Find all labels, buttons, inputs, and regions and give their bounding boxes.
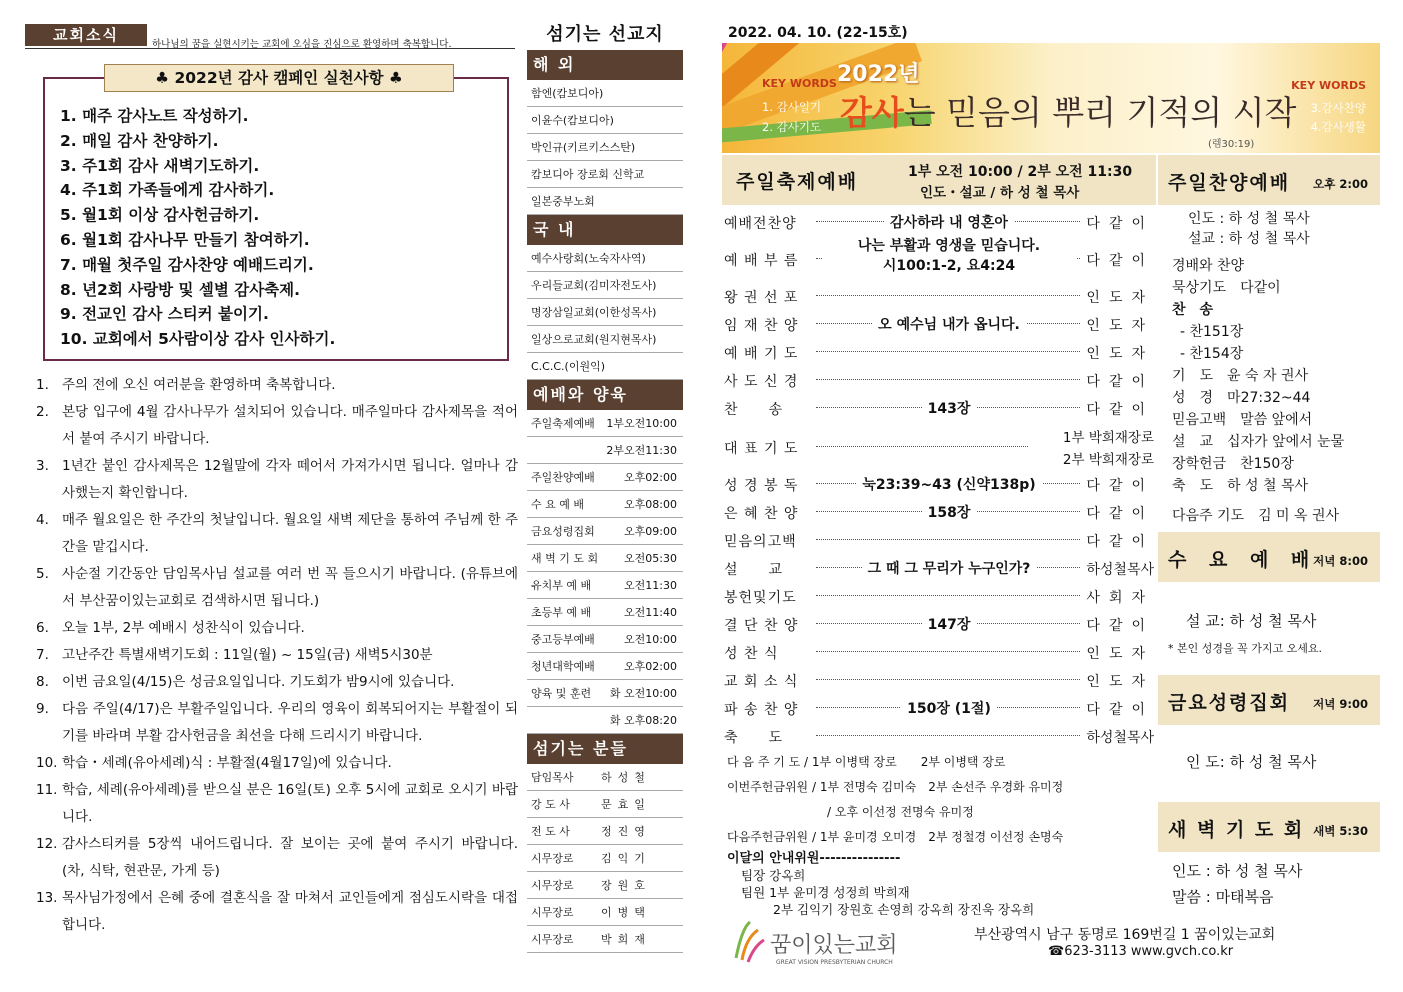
missions-column [527, 20, 683, 953]
praise-line: 묵상기도 다같이 [1172, 280, 1281, 296]
praise-line: 기 도 윤 숙 자 권사 [1172, 368, 1309, 384]
order-row: 파 송 찬 양 150장 (1절) 다같이 [724, 701, 1154, 718]
campaign-item: 8. 년2회 사랑방 및 셀별 감사축제. [60, 280, 301, 299]
order-row: 예배전찬양 감사하라 내 영혼아 다같이 [724, 215, 1154, 232]
worship-row: 화 오후08:20 [527, 707, 683, 734]
praise-line: 축 도 하 성 철 목사 [1172, 478, 1309, 494]
notice-item: 7. 고난주간 특별새벽기도회 : 11일(월) ~ 15일(금) 새벽5시30분 [36, 647, 433, 663]
keywords-right: 3.감사찬양 4.감사생활 [1310, 101, 1366, 134]
duty-line: / 오후 이선정 전명숙 유미정 [827, 805, 974, 819]
dawn-leader: 인도 : 하 성 철 목사 [1172, 862, 1303, 880]
mission-row: 이윤수(캄보디아) [527, 107, 683, 134]
worship-row: 초등부 예 배 오전11:40 [527, 599, 683, 626]
wednesday-service [1158, 532, 1380, 660]
worship-row: 금요성령집회 오후09:00 [527, 518, 683, 545]
mission-row: 우리들교회(김미자전도사) [527, 272, 683, 299]
usher-line: 팀장 강옥희 [741, 868, 806, 883]
friday-header [1158, 675, 1380, 725]
praise-line: 찬 송 [1172, 302, 1214, 318]
notice-item: 5. 사순절 기간동안 담임목사님 설교를 여러 번 꼭 들으시기 바랍니다. (유튜브에서 부산꿈이있는교회로 검색하시면 됩니다.) [36, 566, 518, 609]
friday-leader: 인 도: 하 성 철 목사 [1186, 753, 1317, 771]
news-subtitle: 하나님의 꿈을 실현시키는 교회에 오심을 진심으로 환영하며 축복합니다. [152, 39, 452, 50]
church-contact: ☎623-3113 www.gvch.co.kr [1048, 944, 1234, 959]
notice-item: 8. 이번 금요일(4/15)은 성금요일입니다. 기도회가 밤9시에 있습니다. [36, 674, 455, 690]
order-row: 예 배 부 름 나는 부활과 영생을 믿습니다. 시100:1-2, 요4:24 다같이 [724, 238, 1154, 274]
worship-row: 2부오전11:30 [527, 437, 683, 464]
divider [25, 48, 515, 49]
worship-row: 주일축제예배 1부오전10:00 [527, 410, 683, 437]
campaign-item: 4. 주1회 가족들에게 감사하기. [60, 181, 275, 200]
duty-line: 다음주헌금위원 / 1부 윤미경 오미경 2부 정철경 이선정 손명숙 [727, 830, 1064, 844]
order-row: 왕 권 선 포 인도자 [724, 290, 1154, 306]
praise-line: - 찬154장 [1180, 346, 1244, 362]
praise-line: 설교 : 하 성 철 목사 [1188, 231, 1310, 247]
duty-roster [727, 750, 1152, 850]
mission-row: 예수사랑회(노숙자사역) [527, 245, 683, 272]
keywords-left: 1. 감사일기 2. 감사기도 [762, 100, 822, 134]
dawn-time: 새벽 5:30 [1313, 824, 1368, 838]
praise-line: 장학헌금 찬150장 [1172, 456, 1294, 472]
staff-header: 섬기는 분들 [527, 734, 683, 764]
mission-row: C.C.C.(이원익) [527, 353, 683, 380]
notice-item: 10. 학습・세례(유아세례)식 : 부활절(4월17일)에 있습니다. [36, 755, 392, 771]
order-row: 성 경 봉 독 눅23:39~43 (신약138p) 다같이 [724, 477, 1154, 494]
order-row: 사 도 신 경 다같이 [724, 374, 1154, 390]
praise-line: 경배와 찬양 [1172, 258, 1245, 274]
order-row: 대 표 기 도 1부 박희재장로 2부 박희재장로 [724, 430, 1154, 468]
duty-line: 이번주헌금위원 / 1부 전명숙 김미숙 2부 손선주 우경화 유미정 [727, 780, 1064, 794]
wednesday-note: * 본인 성경을 꼭 가지고 오세요. [1168, 642, 1322, 655]
dawn-title: 새 벽 기 도 회 [1168, 819, 1305, 841]
order-row: 예 배 기 도 인도자 [724, 346, 1154, 362]
praise-service [1158, 155, 1380, 527]
notice-item: 9. 다음 주일(4/17)은 부활주일입니다. 우리의 영육이 회복되어지는 부활절이 되기를 바라며 부활 감사헌금을 최선을 다해 드리시기 바랍니다. [36, 701, 518, 744]
staff-row: 시무장로 장원호 [527, 872, 683, 899]
praise-line: 믿음고백 말씀 앞에서 [1172, 412, 1313, 428]
banner-year: 2022년 [837, 62, 920, 87]
staff-row: 강 도 사 문효일 [527, 791, 683, 818]
campaign-item: 10. 교회에서 5사람이상 감사 인사하기. [60, 330, 336, 349]
notice-item: 13. 목사님가정에서 은혜 중에 결혼식을 잘 마쳐서 교인들에게 점심도시락을 대접합니다. [36, 890, 518, 933]
church-address: 부산광역시 남구 동명로 169번길 1 꿈이있는교회 [974, 927, 1276, 943]
friday-time: 저녁 9:00 [1313, 697, 1368, 711]
order-row: 결 단 찬 양 147장 다같이 [724, 617, 1154, 634]
dawn-prayer [1158, 802, 1380, 910]
friday-service [1158, 675, 1380, 773]
mission-row: 함엔(캄보디아) [527, 80, 683, 107]
domestic-header: 국 내 [527, 215, 683, 245]
notice-list [30, 372, 518, 939]
overseas-header: 해 외 [527, 50, 683, 80]
worship-row: 청년대학예배 오후02:00 [527, 653, 683, 680]
order-row: 임 재 찬 양 오 예수님 내가 옵니다. 인도자 [724, 317, 1154, 334]
sunday-service-leaders: 인도・설교 / 하 성 철 목사 [920, 185, 1080, 201]
notice-item: 3. 1년간 붙인 감사제목은 12월말에 각자 떼어서 가져가시면 됩니다. 얼마나 감사했는지 확인합니다. [36, 458, 518, 501]
usher-team [727, 850, 1034, 918]
mission-row: 캄보디아 장로회 신학교 [527, 161, 683, 188]
worship-row: 새 벽 기 도 회 오전05:30 [527, 545, 683, 572]
notice-item: 2. 본당 입구에 4월 감사나무가 설치되어 있습니다. 매주일마다 감사제목을 적어서 붙여 주시기 바랍니다. [36, 404, 518, 447]
mission-row: 박인규(키르키스스탄) [527, 134, 683, 161]
dawn-word: 말씀 : 마태복음 [1172, 888, 1274, 906]
praise-title: 주일찬양예배 [1168, 172, 1291, 194]
order-row: 축 도 하성철목사 [724, 730, 1154, 746]
news-tag: 교회소식 [25, 24, 147, 46]
worship-row: 중고등부예배 오전10:00 [527, 626, 683, 653]
notice-item: 12. 감사스티커를 5장씩 내어드립니다. 잘 보이는 곳에 붙여 주시기 바랍니다. (차, 식탁, 현관문, 가게 등) [36, 836, 518, 879]
worship-row: 수 요 예 배 오후08:00 [527, 491, 683, 518]
campaign-title: ♣ 2022년 감사 캠페인 실천사항 ♣ [104, 64, 454, 92]
praise-line: 인도 : 하 성 철 목사 [1188, 211, 1310, 227]
wednesday-header [1158, 532, 1380, 582]
wednesday-time: 저녁 8:00 [1313, 554, 1368, 568]
friday-title: 금요성령집회 [1168, 692, 1291, 714]
staff-row: 시무장로 이병택 [527, 899, 683, 926]
wednesday-title: 수 요 예 배 [1168, 549, 1318, 571]
mission-row: 일본중부노회 [527, 188, 683, 215]
usher-title: 이달의 안내위원--------------- [727, 851, 901, 866]
missions-title: 섬기는 선교지 [546, 24, 664, 45]
campaign-item: 3. 주1회 감사 새벽기도하기. [60, 156, 260, 175]
campaign-item: 7. 매월 첫주일 감사찬양 예배드리기. [60, 255, 314, 274]
mission-row: 일상으로교회(원지현목사) [527, 326, 683, 353]
order-row: 믿음의고백 다같이 [724, 534, 1154, 550]
campaign-item: 6. 월1회 감사나무 만들기 참여하기. [60, 230, 310, 249]
theme-banner [722, 43, 1380, 153]
sunday-service-header [722, 155, 1156, 205]
campaign-list [60, 104, 335, 352]
usher-line: 2부 김익기 장원호 손영희 강옥희 장진욱 장옥희 [773, 902, 1035, 917]
wednesday-sermon: 설 교: 하 성 철 목사 [1186, 612, 1317, 630]
duty-line: 다 음 주 기 도 / 1부 이병택 장로 2부 이병택 장로 [727, 755, 1006, 769]
notice-item: 1. 주의 전에 오신 여러분을 환영하며 축복합니다. [36, 377, 336, 393]
worship-row: 양육 및 훈련 화 오전10:00 [527, 680, 683, 707]
order-of-service [722, 208, 1156, 750]
sunday-service-times: 1부 오전 10:00 / 2부 오전 11:30 [908, 164, 1133, 180]
campaign-item: 9. 전교인 감사 스티커 붙이기. [60, 305, 269, 324]
worship-row: 유치부 예 배 오전11:30 [527, 572, 683, 599]
notice-item: 4. 매주 월요일은 한 주간의 첫날입니다. 월요일 새벽 제단을 통하여 주님께 한 주간을 맡깁시다. [36, 512, 518, 555]
issue-date: 2022. 04. 10. (22-15호) [728, 25, 908, 41]
worship-row: 주일찬양예배 오후02:00 [527, 464, 683, 491]
order-row: 설 교 그 때 그 무리가 누구인가? 하성철목사 [724, 561, 1154, 578]
order-row: 은 혜 찬 양 158장 다같이 [724, 505, 1154, 522]
church-logo-text: 꿈이있는교회 [770, 933, 898, 958]
praise-line: 성 경 마27:32~44 [1172, 390, 1311, 406]
campaign-item: 5. 월1회 이상 감사헌금하기. [60, 206, 260, 225]
praise-time: 오후 2:00 [1313, 177, 1368, 191]
notice-item: 6. 오늘 1부, 2부 예배시 성찬식이 있습니다. [36, 620, 305, 636]
staff-row: 전 도 사 정진영 [527, 818, 683, 845]
banner-theme: 감사는 믿음의 뿌리 기적의 시작 [840, 93, 1297, 132]
banner-reference: (렘30:19) [1208, 139, 1255, 150]
staff-row: 시무장로 김익기 [527, 845, 683, 872]
order-row: 봉헌및기도 사회자 [724, 590, 1154, 606]
keywords-label-right: KEY WORDS [1291, 79, 1366, 92]
campaign-item: 2. 매일 감사 찬양하기. [60, 131, 219, 150]
mission-row: 명장삼일교회(이한성목사) [527, 299, 683, 326]
sunday-service-title: 주일축제예배 [736, 171, 859, 193]
praise-line: 설 교 십자가 앞에서 눈물 [1172, 434, 1345, 450]
notice-item: 11. 학습, 세례(유아세례)를 받으실 분은 16일(토) 오후 5시에 교회로 오시기 바랍니다. [36, 782, 518, 825]
praise-header [1158, 155, 1380, 205]
dawn-header [1158, 802, 1380, 852]
staff-row: 담임목사 하성철 [527, 764, 683, 791]
praise-line: - 찬151장 [1180, 324, 1244, 340]
usher-line: 팀원 1부 윤미경 성정희 박희재 [741, 885, 910, 900]
worship-header: 예배와 양육 [527, 380, 683, 410]
praise-line: 다음주 기도 김 미 옥 권사 [1172, 508, 1340, 524]
campaign-item: 1. 매주 감사노트 작성하기. [60, 107, 249, 125]
staff-row: 시무장로 박희재 [527, 926, 683, 953]
keywords-label-left: KEY WORDS [762, 77, 837, 90]
order-row: 교 회 소 식 인도자 [724, 674, 1154, 690]
church-logo-subtitle: GREAT VISION PRESBYTERIAN CHURCH [776, 959, 893, 966]
order-row: 찬 송 143장 다같이 [724, 401, 1154, 418]
order-row: 성 찬 식 인도자 [724, 646, 1154, 662]
